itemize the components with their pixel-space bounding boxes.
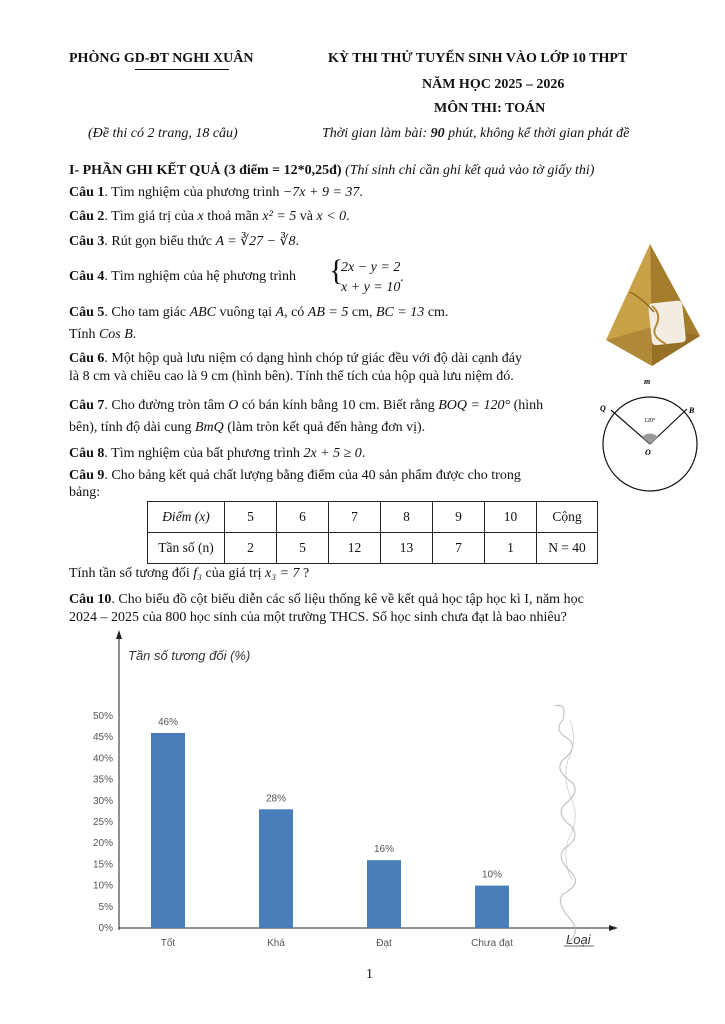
handwriting-mark xyxy=(555,705,576,944)
header-underline xyxy=(135,69,229,70)
bar-0 xyxy=(151,733,185,928)
question-9: Câu 9. Cho bảng kết quả chất lượng bằng điểm của 40 sản phẩm được cho trong xyxy=(69,468,521,483)
question-5: Câu 5. Cho tam giác ABC vuông tại A, có AB = 5 cm, BC = 13 cm. xyxy=(69,305,449,320)
label-b: B xyxy=(689,406,695,415)
exam-title: KỲ THI THỬ TUYỂN SINH VÀO LỚP 10 THPT xyxy=(328,51,628,66)
y-tick-label: 35% xyxy=(92,774,113,786)
section-title: I- PHẦN GHI KẾT QUẢ (3 điểm = 12*0,25đ) (Thí sinh chỉ cần ghi kết quả vào tờ giấy thi) xyxy=(69,163,595,178)
x-tick-label: Tốt xyxy=(160,938,176,949)
table-cell: 12 xyxy=(329,533,381,564)
x-tick-label: Đạt xyxy=(376,938,392,949)
bar-2 xyxy=(367,860,401,928)
question-9-line2: bảng: xyxy=(69,485,101,500)
table-header-n: Tần số (n) xyxy=(148,533,225,564)
x-tick-labels xyxy=(161,937,513,949)
question-10: Câu 10. Cho biểu đồ cột biểu diễn các số liệu thống kê về kết quả học tập học kì I, năm học xyxy=(69,592,584,607)
bars xyxy=(151,717,509,928)
page-number: 1 xyxy=(366,967,373,982)
question-6: Câu 6. Một hộp quà lưu niệm có dạng hình chóp tứ giác đều với độ dài cạnh đáy xyxy=(69,351,523,366)
y-tick-label: 45% xyxy=(92,732,113,744)
question-6-line2: là 8 cm và chiều cao là 9 cm (hình bên). Tính thể tích của hộp quà lưu niệm đó. xyxy=(69,369,514,384)
table-cell: 7 xyxy=(329,502,381,533)
question-5-line2: Tính Cos B. xyxy=(69,327,137,342)
question-7: Câu 7. Cho đường tròn tâm O có bán kính bằng 10 cm. Biết rằng BOQ = 120° (hình xyxy=(69,398,544,413)
table-cell: 6 xyxy=(277,502,329,533)
label-m: m xyxy=(644,377,651,386)
circle-figure xyxy=(597,376,707,510)
question-7-line2: bên), tính độ dài cung BmQ (làm tròn kết quả đến hàng đơn vị). xyxy=(69,420,426,435)
x-axis-label: Loại xyxy=(566,932,591,947)
question-3: Câu 3. Rút gọn biểu thức A = ∛27 − ∛8. xyxy=(69,234,299,249)
table-cell: 2 xyxy=(225,533,277,564)
question-9-ask: Tính tần số tương đối f₃ của giá trị x₃ = 7 ? xyxy=(69,566,310,581)
y-tick-label: 40% xyxy=(92,753,113,765)
chart-title: Tần số tương đối (%) xyxy=(128,648,251,663)
pyramid-gift-box-image xyxy=(600,240,705,372)
table-cell: 10 xyxy=(485,502,537,533)
bar-3 xyxy=(475,886,509,928)
y-tick-label: 0% xyxy=(98,923,113,934)
y-tick-label: 50% xyxy=(92,711,113,722)
angle-marker xyxy=(642,434,658,444)
y-tick-label: 20% xyxy=(92,838,113,850)
x-tick-label: Khá xyxy=(267,938,285,949)
exam-note: (Đề thi có 2 trang, 18 câu) xyxy=(88,126,238,141)
table-cell: 8 xyxy=(381,502,433,533)
table-row-x xyxy=(148,502,598,533)
table-cell: 9 xyxy=(433,502,485,533)
system-brace: { xyxy=(329,254,344,287)
exam-time: Thời gian làm bài: 90 phút, không kể thời gian phát đề xyxy=(322,126,630,141)
question-10-line2: 2024 – 2025 của 800 học sinh của một trường THCS. Số học sinh chưa đạt là bao nhiêu? xyxy=(69,610,567,625)
table-header-x: Điểm (x) xyxy=(148,502,225,533)
table-cell: 5 xyxy=(277,533,329,564)
x-axis-arrow xyxy=(609,925,618,931)
table-cell: 7 xyxy=(433,533,485,564)
radius-oq xyxy=(611,410,650,444)
data-label: 46% xyxy=(157,716,179,728)
data-label: 16% xyxy=(373,844,395,856)
bar-chart xyxy=(70,630,630,960)
system-equations: 2x − y = 2 x + y = 10 xyxy=(341,260,401,295)
x-tick-label: Chưa đạt xyxy=(471,938,513,949)
table-cell: 1 xyxy=(485,533,537,564)
system-end: . xyxy=(400,270,404,285)
data-label: 28% xyxy=(265,793,287,805)
y-tick-label: 10% xyxy=(92,880,113,892)
table-cell: 5 xyxy=(225,502,277,533)
y-tick-label: 25% xyxy=(92,817,113,828)
data-label: 10% xyxy=(481,869,503,881)
table-cell: 13 xyxy=(381,533,433,564)
question-2: Câu 2. Tìm giá trị của x thoả mãn x² = 5 và x < 0. xyxy=(69,209,350,224)
exam-year: NĂM HỌC 2025 – 2026 xyxy=(422,77,565,92)
question-8: Câu 8. Tìm nghiệm của bất phương trình 2x + 5 ≥ 0. xyxy=(69,446,366,461)
exam-subject: MÔN THI: TOÁN xyxy=(434,101,546,116)
y-tick-label: 5% xyxy=(98,901,113,913)
bar-1 xyxy=(259,809,293,928)
handwriting-mark xyxy=(566,720,575,880)
department-name: PHÒNG GD-ĐT NGHI XUÂN xyxy=(69,51,254,66)
table-total-value: N = 40 xyxy=(537,533,598,564)
label-q: Q xyxy=(600,404,606,413)
table-row-n xyxy=(148,533,598,564)
question-1: Câu 1. Tìm nghiệm của phương trình −7x + 9 = 37. xyxy=(69,185,363,200)
table-total-label: Cộng xyxy=(537,502,598,533)
y-ticks xyxy=(93,711,113,934)
y-axis-arrow xyxy=(116,630,122,639)
score-table xyxy=(147,501,598,564)
y-tick-label: 15% xyxy=(92,859,113,871)
y-tick-label: 30% xyxy=(92,795,113,807)
angle-label: 120° xyxy=(644,418,656,424)
label-o: O xyxy=(645,448,651,457)
question-4: Câu 4. Tìm nghiệm của hệ phương trình xyxy=(69,269,297,284)
